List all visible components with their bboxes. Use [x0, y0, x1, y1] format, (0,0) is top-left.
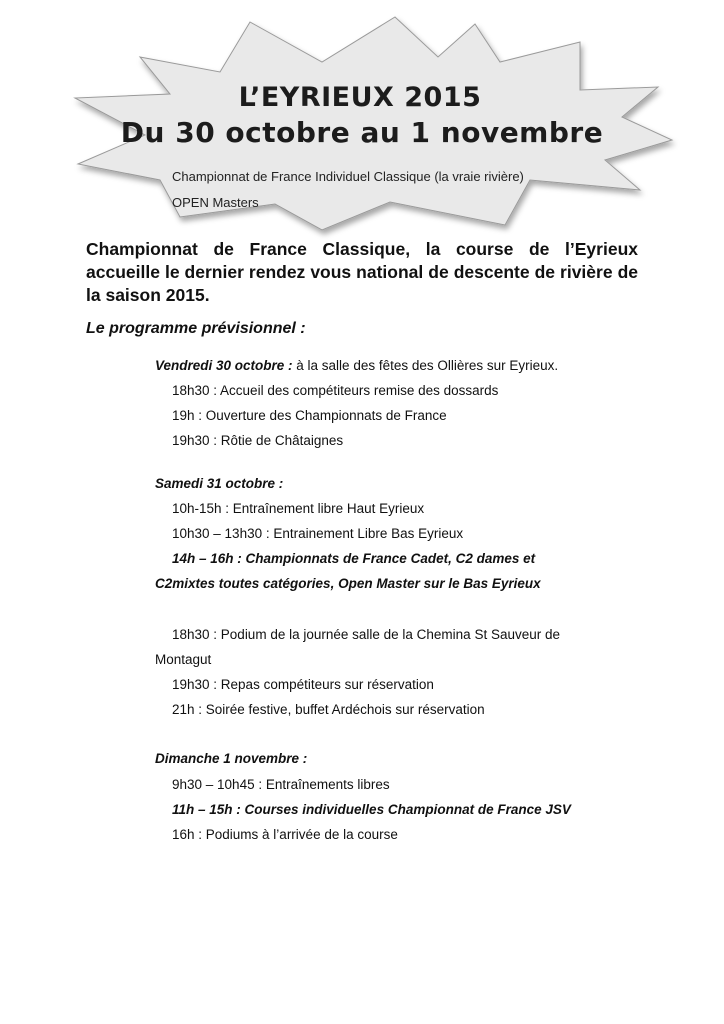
schedule-item: 10h-15h : Entraînement libre Haut Eyrieux [172, 501, 425, 516]
schedule-item: 9h30 – 10h45 : Entraînements libres [172, 777, 390, 792]
friday-heading [155, 358, 558, 373]
schedule-item: 18h30 : Accueil des compétiteurs remise des dossards [172, 383, 499, 398]
schedule-item: 16h : Podiums à l’arrivée de la course [172, 827, 398, 842]
schedule-item: 18h30 : Podium de la journée salle de la Chemina St Sauveur de [172, 627, 560, 642]
intro-paragraph: Championnat de France Classique, la course de l’Eyrieux accueille le dernier rendez vous national de descente de rivière de la saison 2015. [86, 239, 638, 305]
event-subtitle: Championnat de France Individuel Classique (la vraie rivière) [172, 169, 524, 184]
schedule-highlight-continued: C2mixtes toutes catégories, Open Master sur le Bas Eyrieux [155, 576, 541, 591]
schedule-highlight: 11h – 15h : Courses individuelles Championnat de France JSV [172, 802, 571, 817]
schedule-item-continued: Montagut [155, 652, 212, 667]
event-dates: Du 30 octobre au 1 novembre [120, 116, 604, 149]
schedule-item: 21h : Soirée festive, buffet Ardéchois sur réservation [172, 702, 485, 717]
schedule-item: 19h30 : Repas compétiteurs sur réservation [172, 677, 434, 692]
program-heading: Le programme prévisionnel : [86, 320, 306, 337]
schedule-highlight: 14h – 16h : Championnats de France Cadet, C2 dames et [172, 551, 536, 566]
event-title: L’EYRIEUX 2015 [238, 82, 482, 113]
friday-day: Vendredi 30 octobre : [155, 358, 293, 373]
sunday-heading: Dimanche 1 novembre : [155, 751, 308, 766]
event-category: OPEN Masters [172, 195, 259, 210]
schedule-item: 19h30 : Rôtie de Châtaignes [172, 433, 344, 448]
schedule-item: 10h30 – 13h30 : Entrainement Libre Bas Eyrieux [172, 526, 464, 541]
friday-place: à la salle des fêtes des Ollières sur Eyrieux. [292, 358, 559, 373]
schedule-item: 19h : Ouverture des Championnats de France [172, 408, 447, 423]
saturday-heading: Samedi 31 octobre : [155, 476, 284, 491]
